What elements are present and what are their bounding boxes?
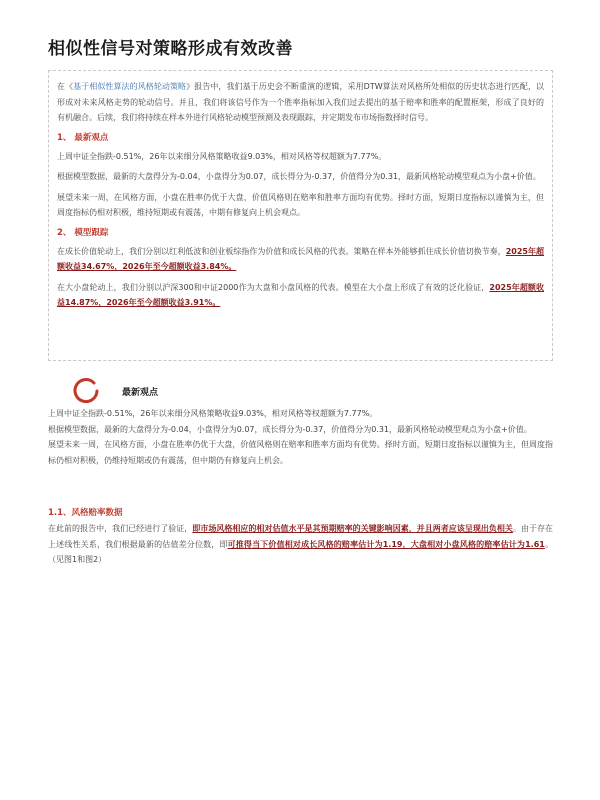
odds-text-c: 。（见图1和图2）: [48, 539, 553, 564]
intro-suffix: 》报告中，我们基于历史会不断重演的逻辑，采用DTW算法对风格所处相似的历史状态进行匹配，以形成对未来风格走势的轮动信号。并且，我们将该信号作为一个胜率指标加入我们过去提出的基于赔率和胜率的配置框架，形成了良好的有机融合。后续，我们将持续在样本外进行风格轮动模型预测及表现跟踪，并定期发布市场指数择时信号。: [57, 82, 545, 122]
section-arc-icon: [72, 377, 100, 405]
report-link[interactable]: 基于相似性算法的风格轮动策略: [73, 82, 187, 91]
summary-box: [48, 70, 553, 361]
summary-paragraph-2: 根据模型数据，最新的大盘得分为-0.04，小盘得分为0.07，成长得分为-0.37，价值得分为0.31，最新风格轮动模型观点为小盘+价值。: [57, 172, 541, 181]
tracking-paragraph-1: [57, 244, 544, 275]
tracking-highlight-2: 2025年超额收益14.87%，2026年至今超额收益3.91%。: [57, 282, 545, 307]
style-odds-paragraph: [48, 521, 553, 568]
tracking-paragraph-2: [57, 280, 544, 311]
summary-paragraph-3: 展望未来一周，在风格方面，小盘在胜率仍优于大盘，价值风格则在赔率和胜率方面均有优势。择时方面，短期日度指标以谨慎为主，但周度指标仍相对积极，维持短期或有震荡，中期有修复向上机会观点。: [57, 192, 544, 217]
latest-paragraph-1: 上周中证全指跌-0.51%，26年以来细分风格策略收益9.03%，相对风格等权超额为7.77%。: [48, 409, 378, 418]
tracking-text-1: 在成长价值轮动上，我们分别以红利低波和创业板综指作为价值和成长风格的代表。策略在样本外能够抓住成长价值切换节奏，: [57, 246, 506, 256]
latest-paragraph-2: 根据模型数据，最新的大盘得分为-0.04，小盘得分为0.07，成长得分为-0.37，价值得分为0.31，最新风格轮动模型观点为小盘+价值。: [48, 424, 532, 434]
odds-highlight-a: 即市场风格相应的相对估值水平是其预期赔率的关键影响因素，并且两者应该呈现出负相关: [192, 524, 513, 533]
latest-view-body: [48, 406, 553, 468]
page-title: 相似性信号对策略形成有效改善: [48, 39, 293, 59]
summary-paragraph-1: 上周中证全指跌-0.51%，26年以来细分风格策略收益9.03%，相对风格等权超额为7.77%。: [57, 151, 387, 161]
style-odds-heading: 1.1、风格赔率数据: [48, 508, 123, 518]
tracking-highlight-1: 2025年超额收益34.67%，2026年至今超额收益3.84%。: [57, 246, 544, 271]
tracking-text-2: 在大小盘轮动上，我们分别以沪深300和中证2000作为大盘和小盘风格的代表。模型在大小盘上形成了有效的泛化验证，: [57, 282, 490, 292]
latest-view-title: 最新观点: [122, 388, 159, 398]
odds-text-a: 在此前的报告中，我们已经进行了验证，: [48, 524, 193, 533]
intro-prefix: 在《: [57, 82, 74, 91]
section-heading-model-tracking: 2、 模型跟踪: [57, 227, 109, 238]
section-heading-latest-view: 1、 最新观点: [57, 132, 109, 143]
latest-view-header: [72, 377, 552, 405]
odds-text-b: 。由于存在上述线性关系，我们根据最新的估值差分位数，即: [48, 524, 554, 549]
style-odds-body: [48, 521, 553, 568]
latest-paragraph-3: 展望未来一周，在风格方面，小盘在胜率仍优于大盘，价值风格则在赔率和胜率方面均有优势。择时方面，短期日度指标以谨慎为主，但周度指标仍相对积极，仍维持短期或仍有震荡，但中期仍有修复向上机会。: [48, 440, 553, 465]
intro-paragraph: [57, 79, 544, 126]
odds-highlight-b: 可推得当下价值相对成长风格的赔率估计为1.19，大盘相对小盘风格的赔率估计为1.61: [227, 539, 545, 549]
